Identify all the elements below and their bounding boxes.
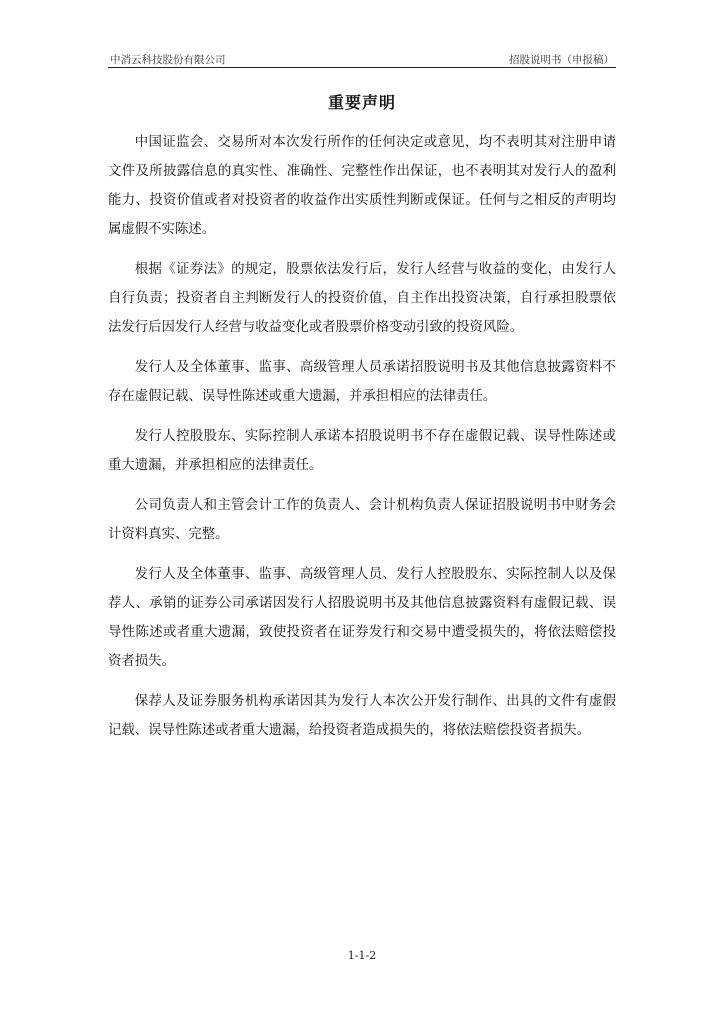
page-title: 重要声明 bbox=[327, 93, 396, 112]
header-company-name: 中消云科技股份有限公司 bbox=[110, 54, 226, 66]
paragraph: 发行人控股股东、实际控制人承诺本招股说明书不存在虚假记载、误导性陈述或重大遗漏，并承担相应的法律责任。 bbox=[108, 429, 616, 473]
paragraph: 发行人及全体董事、监事、高级管理人员、发行人控股股东、实际控制人以及保荐人、承销的证券公司承诺因发行人招股说明书及其他信息披露资料有虚假记载、误导性陈述或者重大遗漏，致使投资者在证券发行和交易中遭受损失的，将依法赔偿投资者损失。 bbox=[108, 567, 616, 669]
page-header bbox=[108, 50, 616, 68]
statement-body bbox=[108, 128, 616, 756]
paragraph: 发行人及全体董事、监事、高级管理人员承诺招股说明书及其他信息披露资料不存在虚假记载、误导性陈述或重大遗漏，并承担相应的法律责任。 bbox=[108, 360, 616, 404]
header-divider bbox=[108, 67, 616, 68]
header-document-type: 招股说明书（申报稿） bbox=[509, 54, 614, 66]
paragraph: 保荐人及证券服务机构承诺因其为发行人本次公开发行制作、出具的文件有虚假记载、误导性陈述或者重大遗漏，给投资者造成损失的，将依法赔偿投资者损失。 bbox=[108, 694, 616, 738]
paragraph: 中国证监会、交易所对本次发行所作的任何决定或意见，均不表明其对注册申请文件及所披露信息的真实性、准确性、完整性作出保证，也不表明其对发行人的盈利能力、投资价值或者对投资者的收益作出实质性判断或保证。任何与之相反的声明均属虚假不实陈述。 bbox=[108, 135, 616, 237]
paragraph: 公司负责人和主管会计工作的负责人、会计机构负责人保证招股说明书中财务会计资料真实、完整。 bbox=[108, 498, 616, 542]
page-number: 1-1-2 bbox=[347, 949, 377, 962]
paragraph: 根据《证券法》的规定，股票依法发行后，发行人经营与收益的变化，由发行人自行负责；投资者自主判断发行人的投资价值，自主作出投资决策，自行承担股票依法发行后因发行人经营与收益变化或者股票价格变动引致的投资风险。 bbox=[108, 262, 616, 335]
